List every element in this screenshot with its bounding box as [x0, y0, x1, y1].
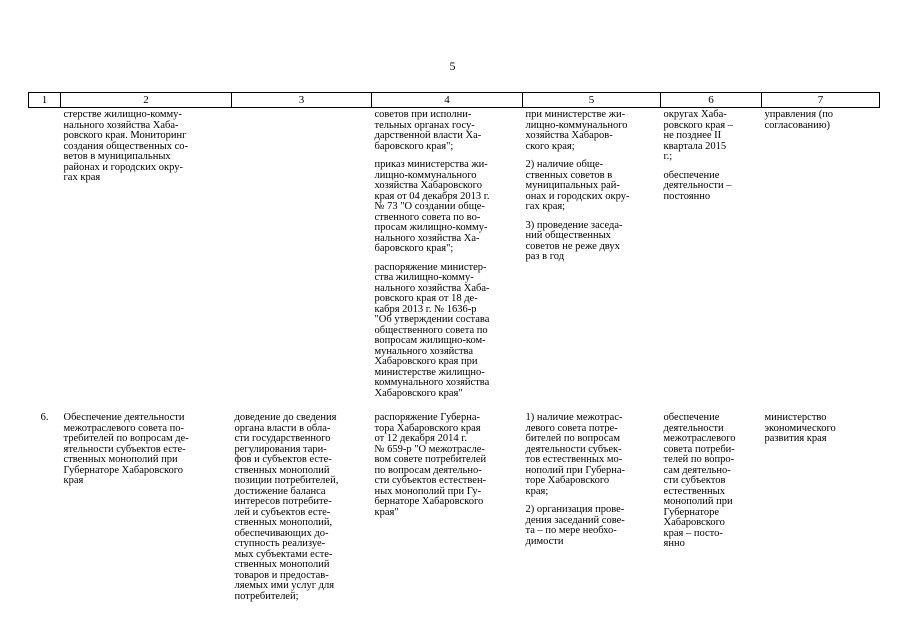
row-number: 6. [40, 412, 49, 423]
table-row [29, 108, 880, 412]
cell-text: стерстве жилищно-комму- нального хозяйства Хаба- ровского края. Мониторинг создания общественных со- ветов в муниципальных районах и городских окру- гах края [63, 109, 189, 183]
cell-text: распоряжение министер- ства жилищно-комму- нального хозяйства Хаба- ровского края от 18 де- кабря 2013 г. № 1636-р "Об утверждении состава общественного совета по вопросам жилищно-ком- мунального хозяйства Хабаровского края при министерстве жилищно- коммунального хозяйства Хабаровского края" [374, 261, 490, 399]
column-number: 1 [29, 93, 61, 108]
row-number [29, 108, 61, 412]
cell-responsible [762, 108, 880, 412]
cell-goal [232, 411, 372, 602]
cell-document [372, 411, 523, 602]
cell-text: советов при исполни- тельных органах госу- дарственной власти Ха- баровского края"; [374, 109, 482, 152]
table-row [29, 411, 880, 602]
cell-document [372, 108, 523, 412]
cell-text: приказ министерства жи- лищно-коммунального хозяйства Хабаровского края от 04 декабря 2013 г. № 73 "О создании обще- ственного совета по во- просам жилищно-комму- нального хозяйства Ха- баровского края"; [374, 159, 490, 254]
column-number-row [29, 93, 880, 108]
cell-text: 2) наличие обще- ственных советов в муниципальных рай- онах и городских окру- гах края; [525, 159, 630, 212]
cell-text: управления (по согласованию) [764, 109, 834, 131]
column-number: 5 [523, 93, 661, 108]
cell-text: Обеспечение деятельности межотраслевого совета по- требителей по вопросам де- ятельности субъектов есте- ственных монополий при Губернаторе Хабаровского края [63, 412, 189, 486]
cell-text: обеспечение деятельности – постоянно [663, 169, 732, 202]
cell-indicator [523, 108, 661, 412]
column-number: 3 [232, 93, 372, 108]
plan-table [28, 92, 880, 602]
cell-activity [61, 108, 232, 412]
cell-deadline [661, 411, 762, 602]
column-number: 4 [372, 93, 523, 108]
cell-text: распоряжение Губерна- тора Хабаровского края от 12 декабря 2014 г. № 659-р "О межотрасле- вом совете потребителей по вопросам деятельно- сти субъектов естествен- ных монополий при Гу- бернаторе Хабаровского края" [374, 412, 487, 518]
column-number: 7 [762, 93, 880, 108]
cell-responsible [762, 411, 880, 602]
cell-text: при министерстве жи- лищно-коммунального хозяйства Хабаров- ского края; [525, 109, 628, 152]
cell-text: округах Хаба- ровского края – не позднее II квартала 2015 г.; [663, 109, 734, 162]
cell-text: доведение до сведения органа власти в обла- сти государственного регулирования тари- фов и субъектов есте- ственных монополий позиции потребителей, достижение баланса интересов потребите- лей и субъектов есте- ственных монополий, обеспечивающих до- ступность реализуе- мых субъектами есте- ственных монополий товаров и предостав- ляемых ими услуг для потребителей; [234, 412, 339, 602]
cell-text: министерство экономического развития края [764, 412, 836, 444]
cell-text: 1) наличие межотрас- левого совета потре- бителей по вопросам деятельности субъек- тов естественных мо- нополий при Губерна- торе Хабаровского края; [525, 412, 625, 497]
cell-indicator [523, 411, 661, 602]
page-number: 5 [449, 59, 456, 73]
cell-text: 2) организация прове- дения заседаний сове- та – по мере необхо- димости [525, 504, 625, 547]
column-number: 2 [61, 93, 232, 108]
cell-text: 3) проведение заседа- ний общественных советов не реже двух раз в год [525, 219, 623, 262]
cell-activity [61, 411, 232, 602]
cell-text: обеспечение деятельности межотраслевого совета потреби- телей по вопро- сам деятельно- сти субъектов естественных монополий при Губернаторе Хабаровского края – посто- янно [663, 412, 736, 549]
column-number: 6 [661, 93, 762, 108]
cell-deadline [661, 108, 762, 412]
cell-goal [232, 108, 372, 412]
